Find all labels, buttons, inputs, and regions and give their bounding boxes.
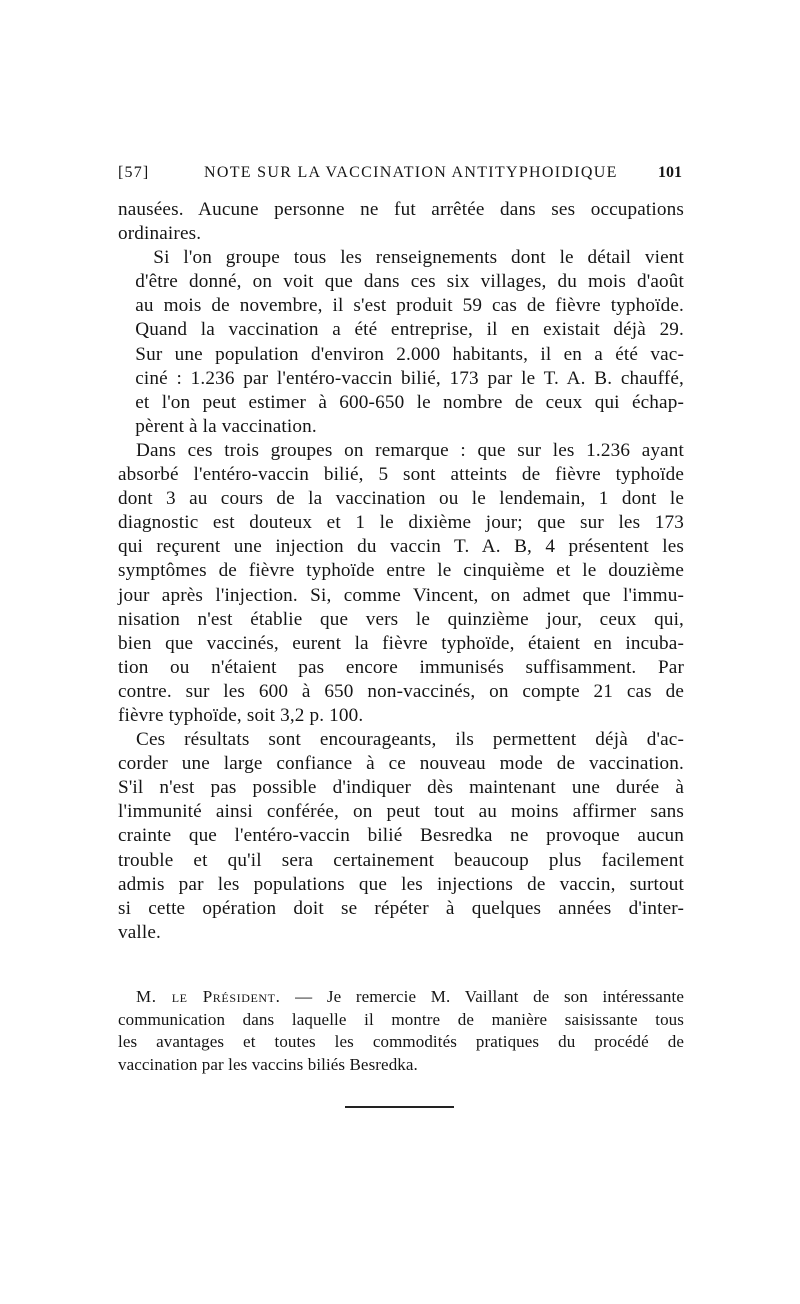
- article-body: [118, 198, 684, 945]
- text-line: Sur une population d'environ 2.000 habitants, il en a été vac-: [135, 343, 684, 365]
- text-line: communication dans laquelle il montre de manière saisissante tous: [118, 1009, 684, 1029]
- discussion-remark: [118, 986, 684, 1076]
- text-line: d'être donné, on voit que dans ces six villages, du mois d'août: [135, 271, 684, 293]
- text-line: fièvre typhoïde, soit 3,2 p. 100.: [118, 704, 364, 726]
- text-line: contre. sur les 600 à 650 non-vaccinés, on compte 21 cas de: [118, 680, 684, 702]
- text-line: admis par les populations que les injections de vaccin, surtout: [118, 873, 684, 895]
- text-line: absorbé l'entéro-vaccin bilié, 5 sont atteints de fièvre typhoïde: [118, 464, 684, 486]
- discussion-first-line: [118, 986, 684, 1009]
- text-line: Si l'on groupe tous les renseignements dont le détail vient: [153, 247, 684, 269]
- text-line: l'immunité ainsi conférée, on peut tout au moins affirmer sans: [118, 801, 684, 823]
- text-line: Dans ces trois groupes on remarque : que sur les 1.236 ayant: [136, 439, 684, 461]
- paragraph: [118, 246, 684, 439]
- text-line: tion ou n'étaient pas encore immunisés suffisamment. Par: [118, 656, 684, 678]
- text-line: valle.: [118, 921, 161, 943]
- remark-text: — Je remercie M. Vaillant de son intéressante: [280, 987, 684, 1006]
- text-line: S'il n'est pas possible d'indiquer dès maintenant une durée à: [118, 777, 684, 799]
- text-line: les avantages et toutes les commodités pratiques du procédé de: [118, 1032, 684, 1052]
- text-line: bien que vaccinés, eurent la fièvre typhoïde, étaient en incuba-: [118, 632, 684, 654]
- running-title: NOTE SUR LA VACCINATION ANTITYPHOIDIQUE: [204, 164, 618, 181]
- text-line: et l'on peut estimer à 600-650 le nombre de ceux qui échap-: [135, 391, 684, 413]
- text-line: nausées. Aucune personne ne fut arrêtée dans ses occupations: [118, 199, 684, 220]
- text-line: trouble et qu'il sera certainement beaucoup plus facilement: [118, 849, 684, 871]
- text-line: Quand la vaccination a été entreprise, il en existait déjà 29.: [135, 319, 684, 341]
- text-line: crainte que l'entéro-vaccin bilié Besredka ne provoque aucun: [118, 825, 684, 847]
- text-line: Ces résultats sont encourageants, ils permettent déjà d'ac-: [136, 729, 684, 751]
- section-number: [57]: [118, 164, 150, 181]
- text-line: ordinaires.: [118, 223, 202, 245]
- text-line: diagnostic est douteux et 1 le dixième jour; que sur les 173: [118, 512, 684, 534]
- text-line: qui reçurent une injection du vaccin T. A. B, 4 présentent les: [118, 536, 684, 558]
- text-line: si cette opération doit se répéter à quelques années d'inter-: [118, 897, 684, 919]
- text-line: vaccination par les vaccins biliés Besredka.: [118, 1054, 418, 1074]
- end-rule-divider: [345, 1106, 454, 1108]
- text-line: symptômes de fièvre typhoïde entre le cinquième et le douzième: [118, 560, 684, 582]
- running-header: [118, 162, 682, 184]
- text-line: ciné : 1.236 par l'entéro-vaccin bilié, 173 par le T. A. B. chauffé,: [135, 367, 684, 389]
- text-line: jour après l'injection. Si, comme Vincent, on admet que l'immu-: [118, 584, 684, 606]
- text-line: corder une large confiance à ce nouveau mode de vaccination.: [118, 753, 684, 775]
- text-line: pèrent à la vaccination.: [135, 415, 317, 437]
- speaker-name: M. le Président.: [136, 987, 281, 1006]
- text-line: dont 3 au cours de la vaccination ou le lendemain, 1 dont le: [118, 488, 684, 510]
- paragraph: [118, 198, 684, 246]
- text-line: au mois de novembre, il s'est produit 59 cas de fièvre typhoïde.: [135, 295, 684, 317]
- paragraph: [118, 728, 684, 945]
- page-number: 101: [658, 164, 682, 181]
- paragraph: [118, 439, 684, 728]
- text-line: nisation n'est établie que vers le quinzième jour, ceux qui,: [118, 608, 684, 630]
